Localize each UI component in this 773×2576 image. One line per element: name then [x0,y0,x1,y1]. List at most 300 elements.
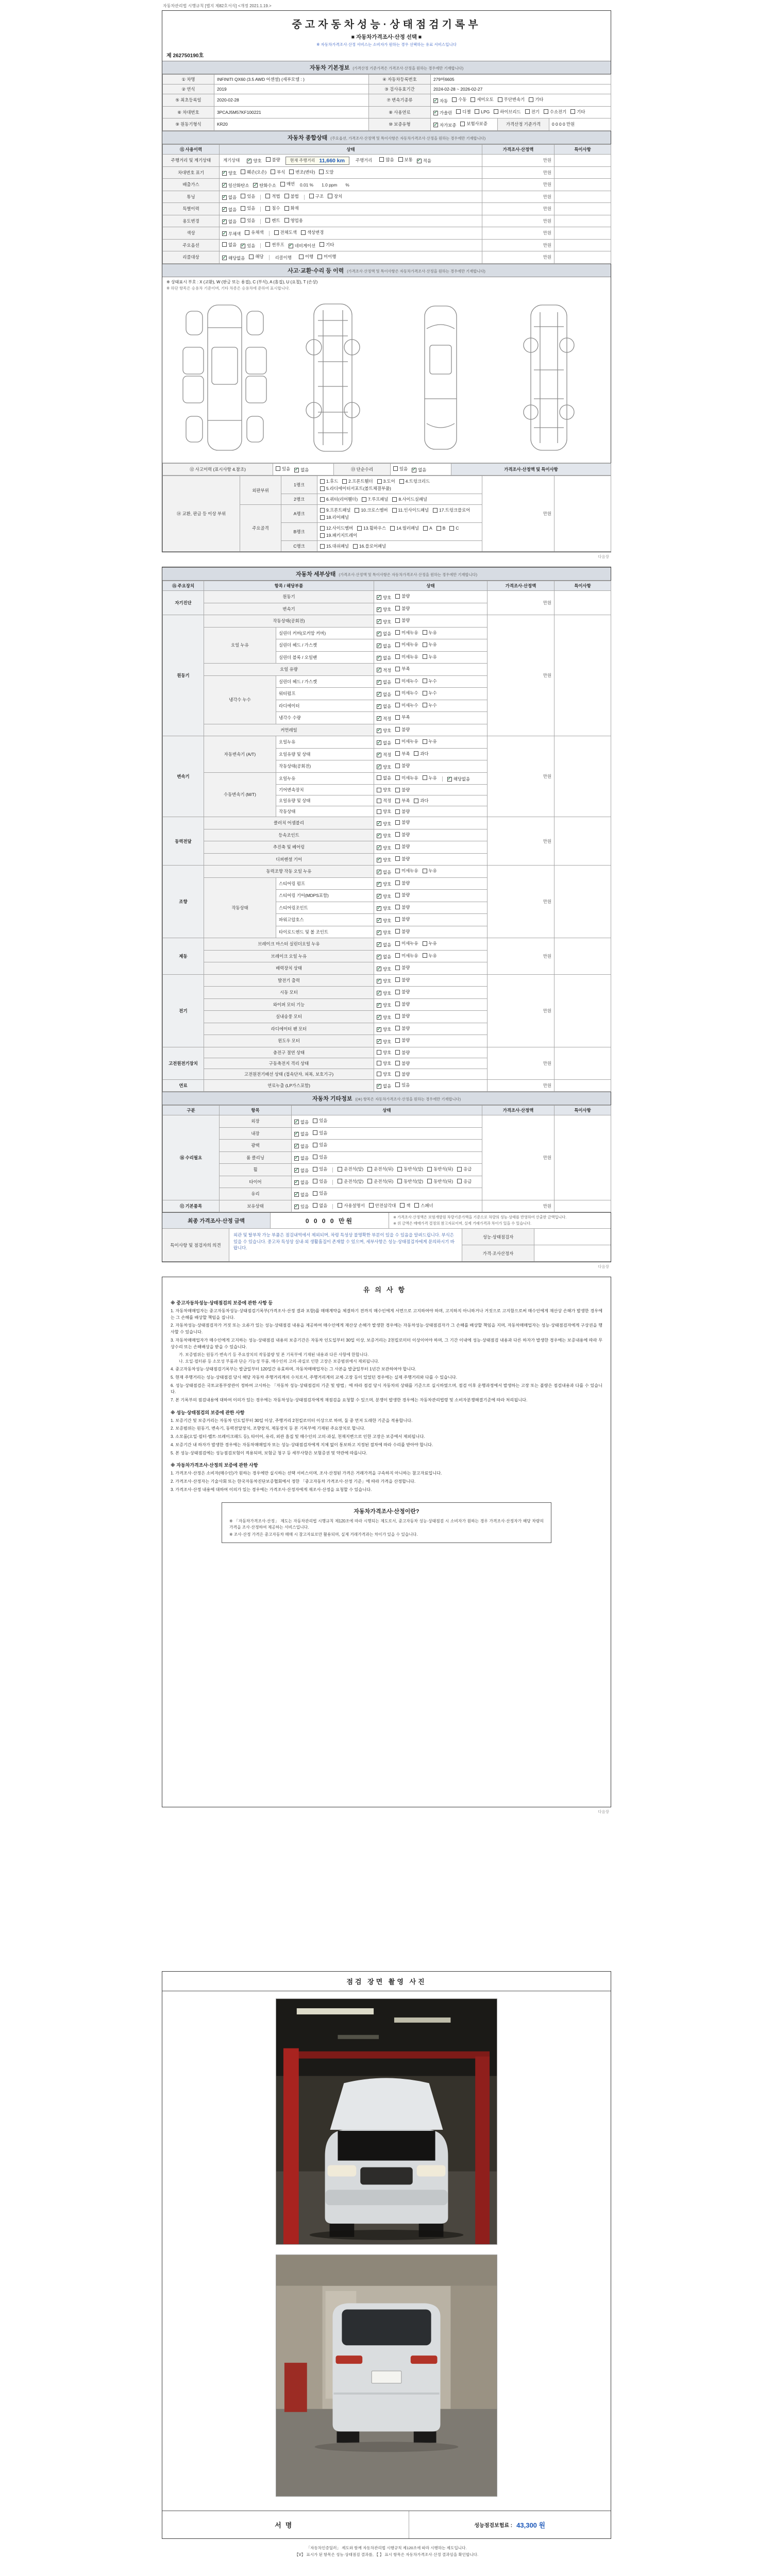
checkbox-icon [313,1167,317,1172]
checkbox-없음[interactable] [294,1155,309,1161]
checkbox-동반석(뒤)[interactable] [427,1178,453,1184]
cell [554,227,611,240]
checkbox-있음[interactable] [313,1190,327,1196]
checkbox-일산화탄소[interactable] [222,182,249,189]
cell: 실린더 헤드 / 가스켓 [276,675,374,688]
checkbox-양호[interactable] [377,881,391,887]
checkbox-응급[interactable] [457,1178,472,1184]
checkbox-양호[interactable] [377,1014,391,1021]
checkbox-이행[interactable] [299,253,313,260]
checkbox-불량[interactable] [395,819,410,825]
checkbox-11.인사이드패널[interactable] [392,507,429,513]
checkbox-운전석(앞)[interactable] [338,1178,363,1184]
checkbox-부족[interactable] [395,798,410,804]
checkbox-화재[interactable] [284,205,299,211]
checkbox-양호[interactable] [377,990,391,996]
checkbox-전기[interactable] [525,109,540,115]
checkbox-하이브리드[interactable] [494,109,520,115]
checkbox-운전석(뒤)[interactable] [367,1166,393,1172]
checkbox-미세누수[interactable] [395,678,418,684]
checkbox-양호[interactable] [377,808,391,815]
vehicle-diagram-underbody [501,298,596,457]
checkbox-4.트렁크리드[interactable] [399,478,430,484]
checkbox-양호[interactable] [377,1039,391,1045]
checkbox-8.사이드실패널[interactable] [392,496,427,502]
checkbox-icon [395,1050,400,1055]
checkbox-icon: ✓ [294,467,299,472]
checkbox-10.크로스멤버[interactable] [355,507,388,513]
checkbox-양호[interactable] [377,619,391,625]
checkbox-있음[interactable] [241,205,255,211]
checkbox-보험사보증[interactable] [460,121,487,127]
checkbox-누유[interactable] [423,641,437,648]
checkbox-label: 불량 [401,787,410,792]
checkbox-세미오토[interactable] [470,96,493,103]
checkbox-불량[interactable] [395,904,410,910]
checkbox-없음[interactable] [294,1192,309,1198]
checkbox-icon [357,526,362,531]
checkbox-없음[interactable] [377,954,391,960]
checkbox-없음[interactable] [412,467,426,473]
section-bar-overall-condition [162,131,611,144]
cell: 특이사항 [554,1106,611,1115]
checkbox-있음[interactable] [276,466,290,472]
checkbox-누유[interactable] [423,868,437,874]
checkbox-스패너[interactable] [414,1202,433,1209]
checkbox-훼손(오손)[interactable] [241,169,266,175]
mileage-value: 11,660 km [319,157,345,164]
checkbox-없음[interactable] [222,194,237,200]
checkbox-기타[interactable] [320,242,334,248]
section-bar-detail-condition [162,567,611,581]
base-price-value: 0 0 0 0 만원 [549,118,611,131]
checkbox-16.플로어패널[interactable] [353,543,386,549]
checkbox-매연[interactable] [280,181,295,187]
checkbox-있음[interactable] [241,193,255,199]
checkbox-양호[interactable] [377,764,391,770]
checkbox-2.프론트휀더[interactable] [342,478,373,484]
checkbox-썬루프[interactable] [265,242,284,248]
cell: 구동축전지 격리 상태 [204,1058,374,1069]
checkbox-수소전기[interactable] [544,109,566,115]
checkbox-label: 없음 [228,242,237,247]
checkbox-과다[interactable] [414,798,428,804]
status-cell [292,1176,482,1188]
checkbox-불량[interactable] [395,989,410,995]
checkbox-있음[interactable] [241,243,255,249]
checkbox-미이행[interactable] [317,253,336,260]
checkbox-미세누유[interactable] [395,630,418,636]
checkbox-부식[interactable] [271,169,285,175]
checkbox-양호[interactable] [377,966,391,972]
checkbox-label: 양호 [383,1014,392,1020]
checkbox-양호[interactable] [377,606,391,613]
document-number: 제 262750190호 [166,53,204,59]
color-status [220,227,482,240]
checkbox-불량[interactable] [395,1037,410,1043]
inspector-signature-area[interactable] [534,1229,611,1245]
checkbox-icon [395,751,400,756]
checkbox-불량[interactable] [395,617,410,623]
checkbox-양호[interactable] [377,1060,391,1066]
checkbox-양호[interactable] [377,978,391,984]
status-cell [374,1011,488,1023]
checkbox-양호[interactable] [377,905,391,911]
checkbox-12.사이드멤버[interactable] [320,525,353,531]
checkbox-양호[interactable] [377,893,391,900]
checkbox-적정[interactable] [377,716,391,722]
checkbox-icon [457,1167,462,1172]
checkbox-17.트렁크플로어[interactable] [433,507,470,513]
checkbox-없음[interactable] [377,775,391,781]
checkbox-label: 불량 [401,605,410,611]
checkbox-불량[interactable] [395,1071,410,1077]
checkbox-없음[interactable] [294,1167,309,1174]
checkbox-icon [377,809,381,814]
checkbox-label: 있음 [319,1191,328,1196]
checkbox-5.라디에이터서포트(볼트체결부품)[interactable] [320,485,391,492]
checkbox-운전석(뒤)[interactable] [367,1178,393,1184]
cell: 만원 [488,736,554,817]
checkbox-없음[interactable] [294,1131,309,1137]
checkbox-불법[interactable] [284,193,299,199]
checkbox-label: 양호 [383,728,392,733]
checkbox-해당[interactable] [249,253,263,260]
checkbox-label: 부식 [277,169,285,175]
checkbox-14.필러패널[interactable] [390,525,419,531]
checkbox-있음[interactable] [313,1130,327,1136]
checkbox-없음[interactable] [377,655,391,661]
checkbox-해당없음[interactable] [447,776,470,782]
checkbox-미세누유[interactable] [395,953,418,959]
checkbox-안전삼각대[interactable] [369,1202,396,1209]
cell: 가격조사·산정액 [482,1106,554,1115]
checkbox-9.프론트패널[interactable] [320,507,350,513]
cell [554,974,611,1047]
checkbox-불량[interactable] [395,1049,410,1056]
checkbox-보통[interactable] [398,157,413,163]
checkbox-누유[interactable] [423,630,437,636]
checkbox-미세누수[interactable] [395,690,418,696]
cell [554,615,611,736]
checkbox-운전석(앞)[interactable] [338,1166,363,1172]
checkbox-없음[interactable] [377,691,391,698]
cell: C랭크 [281,541,317,552]
checkbox-icon [377,1072,381,1076]
table-row [163,227,611,240]
checkbox-icon: ✓ [377,642,381,649]
checkbox-부족[interactable] [395,714,410,720]
checkbox-불량[interactable] [395,928,410,935]
checkbox-icon: ✓ [377,978,381,984]
checkbox-15.대쉬패널[interactable] [320,543,349,549]
checkbox-응급[interactable] [457,1166,472,1172]
checkbox-탄화수소[interactable] [253,182,276,189]
checkbox-icon [525,109,530,114]
checkbox-13.휠하우스[interactable] [357,525,386,531]
checkbox-없음[interactable] [377,1083,391,1089]
notes-section-heading: ※ 성능·상태점검의 보증에 관한 사항 [171,1410,245,1415]
checkbox-양호[interactable] [377,595,391,601]
checkbox-1.후드[interactable] [320,478,338,484]
checkbox-있음[interactable] [393,466,408,472]
checkbox-불량[interactable] [395,605,410,612]
checkbox-양호[interactable] [377,787,391,793]
checkbox-label: B [442,526,446,531]
checkbox-불량[interactable] [395,726,410,733]
divider [269,231,270,236]
checkbox-가솔린[interactable] [433,110,452,116]
checkbox-네비게이션[interactable] [289,243,315,249]
checkbox-누유[interactable] [423,654,437,660]
checkbox-자가보증[interactable] [433,122,456,128]
notes-item: 4. 중고자동차성능·상태점검기록부는 발급일부터 120일간 유효하며, 자동차매매업자는 그 사본을 발급일부터 1년간 보관하여야 합니다. [171,1367,416,1372]
checkbox-icon [423,691,427,696]
checkbox-icon [456,109,461,114]
checkbox-불량[interactable] [395,1001,410,1007]
checkbox-없음[interactable] [222,242,237,248]
checkbox-양호[interactable] [377,1071,391,1077]
checkbox-렌트[interactable] [265,217,280,224]
checkbox-LPG[interactable] [475,109,490,114]
checkbox-icon: ✓ [294,1143,299,1149]
appraiser-signature-area[interactable] [534,1245,611,1261]
checkbox-label: 가솔린 [440,110,452,115]
checkbox-label: 적음 [423,158,431,163]
checkbox-icon [395,844,400,849]
notes-subitem: 가. 보증범위는 원동기·변속기 등 주요장치의 작동불량 및 본 기록부에 기재된 내용과 다른 사항에 한합니다. [179,1352,369,1358]
checkbox-없음[interactable] [294,1179,309,1185]
checkbox-불량[interactable] [395,856,410,862]
checkbox-icon [320,515,325,520]
checkbox-label: 누수 [428,702,437,708]
checkbox-label: 1.후드 [326,479,339,484]
checkbox-label: 매연 [286,181,295,187]
checkbox-label: 부족 [401,798,410,803]
checkbox-수동[interactable] [452,96,466,103]
checkbox-label: 수소전기 [549,109,567,114]
checkbox-많음[interactable] [379,157,394,163]
checkbox-누수[interactable] [423,702,437,708]
checkbox-자동[interactable] [433,98,448,104]
checkbox-없음[interactable] [377,643,391,649]
checkbox-없음[interactable] [377,869,391,875]
checkbox-있음[interactable] [313,1117,327,1124]
checkbox-동반석(앞)[interactable] [397,1166,423,1172]
checkbox-불량[interactable] [395,1060,410,1066]
checkbox-양호[interactable] [377,727,391,734]
checkbox-없음[interactable] [294,1143,309,1149]
checkbox-불량[interactable] [395,808,410,815]
checkbox-A[interactable] [423,526,432,531]
checkbox-없음[interactable] [377,703,391,709]
checkbox-무채색[interactable] [222,231,241,237]
checkbox-구조[interactable] [309,193,324,199]
checkbox-없음[interactable] [313,1202,327,1209]
cell: 발전기 출력 [204,974,374,987]
checkbox-icon [284,206,289,211]
checkbox-무단변속기[interactable] [498,96,525,103]
checkbox-B[interactable] [436,526,446,531]
checkbox-label: 있음 [319,1130,328,1136]
checkbox-label: 미세누유 [401,953,418,958]
checkbox-icon [423,869,427,873]
checkbox-누수[interactable] [423,690,437,696]
table-row [163,179,611,191]
checkbox-icon [395,1038,400,1043]
checkbox-있음[interactable] [294,1204,309,1210]
checkbox-영업용[interactable] [284,217,303,224]
cell: 만원 [488,615,554,736]
checkbox-없음[interactable] [294,467,309,473]
checkbox-미세누유[interactable] [395,738,418,744]
checkbox-불량[interactable] [395,762,410,769]
checkbox-누유[interactable] [423,738,437,744]
checkbox-양호[interactable] [377,857,391,863]
checkbox-불량[interactable] [395,892,410,898]
checkbox-불량[interactable] [395,832,410,838]
checkbox-불량[interactable] [395,977,410,983]
checkbox-없음[interactable] [294,1119,309,1125]
checkbox-없음[interactable] [377,679,391,685]
checkbox-없음[interactable] [377,942,391,948]
checkbox-누유[interactable] [423,953,437,959]
signature-label[interactable]: 서명 [162,2511,409,2538]
checkbox-유채색[interactable] [245,229,263,235]
checkbox-불량[interactable] [395,843,410,850]
checkbox-불량[interactable] [395,964,410,971]
checkbox-과다[interactable] [414,751,428,757]
checkbox-없음[interactable] [222,218,237,225]
cell [554,1115,611,1200]
checkbox-icon [265,242,270,247]
checkbox-동반석(뒤)[interactable] [427,1166,453,1172]
checkbox-양호[interactable] [377,845,391,851]
checkbox-색상변경[interactable] [301,229,324,235]
checkbox-양호[interactable] [377,1049,391,1056]
checkbox-label: 누유 [428,630,437,635]
cell: 주행거리 및 계기상태 [163,154,220,166]
checkbox-label: 네비게이션 [294,243,316,248]
checkbox-변조(변타)[interactable] [289,169,315,175]
notes-item: 2. 가격조사·산정자는 기술사회 또는 한국자동차진단보증협회에서 정한 「중고자동차 가격조사·산정 기준」에 따라 가격을 산정합니다. [171,1479,416,1484]
checkbox-C[interactable] [449,526,459,531]
checkbox-없음[interactable] [222,207,237,213]
checkbox-불량[interactable] [395,593,410,599]
checkbox-icon [433,508,438,513]
checkbox-있음[interactable] [313,1178,327,1184]
checkbox-불량[interactable] [266,157,280,163]
checkbox-사용설명서[interactable] [338,1202,364,1209]
notes-body [171,1299,602,1493]
price-appraisal-select-title: ■ 자동차가격조사·산정 선택 ■ [351,34,422,40]
checkbox-적법[interactable] [265,193,280,199]
checkbox-label: 미세누유 [401,941,418,946]
checkbox-있음[interactable] [313,1154,327,1160]
checkbox-있음[interactable] [241,217,255,224]
cell: 동력전달 [163,817,204,866]
checkbox-있음[interactable] [313,1166,327,1172]
checkbox-양호[interactable] [222,170,237,176]
cell: 가격산정 기준가격 [498,118,549,131]
checkbox-적정[interactable] [377,667,391,673]
checkbox-양호[interactable] [377,918,391,924]
checkbox-기타[interactable] [529,96,543,103]
checkbox-미세누유[interactable] [395,868,418,874]
checkbox-장치[interactable] [328,193,342,199]
notes-item: 3. 가격조사·산정 내용에 대하여 이의가 있는 경우에는 가격조사·산정자에게 재조사·산정을 요청할 수 있습니다. [171,1487,372,1492]
checkbox-불량[interactable] [395,880,410,886]
checkbox-3.도어[interactable] [377,478,395,484]
checkbox-미세누유[interactable] [395,775,418,781]
table-row [163,106,611,118]
checkbox-양호[interactable] [377,821,391,827]
checkbox-적정[interactable] [377,798,391,804]
inspection-period-value: 2024-02-28 ~ 2026-02-27 [431,84,611,94]
checkbox-양호[interactable] [377,833,391,839]
checkbox-7.루프패널[interactable] [362,496,388,502]
checkbox-양호[interactable] [377,1026,391,1032]
section-title: 자동차 기타정보 [312,1096,352,1102]
checkbox-icon [320,497,325,502]
checkbox-양호[interactable] [247,158,261,164]
checkbox-누유[interactable] [423,940,437,946]
checkbox-있음[interactable] [395,1082,410,1088]
checkbox-적음[interactable] [417,158,431,164]
checkbox-6.쿼터(리어휀더)[interactable] [320,496,358,502]
checkbox-icon: ✓ [447,776,452,782]
cell [554,154,611,166]
checkbox-부족[interactable] [395,666,410,672]
checkbox-18.리어패널[interactable] [320,514,349,520]
checkbox-불량[interactable] [395,1025,410,1031]
cell: 커먼레일 [204,724,374,736]
checkbox-양호[interactable] [377,1002,391,1008]
checkbox-label: 렌트 [272,217,280,223]
checkbox-침수[interactable] [265,205,280,211]
checkbox-미세누유[interactable] [395,940,418,946]
checkbox-미세누유[interactable] [395,654,418,660]
checkbox-미세누유[interactable] [395,641,418,648]
checkbox-전체도색[interactable] [274,229,297,235]
checkbox-해당없음[interactable] [222,255,245,261]
checkbox-불량[interactable] [395,1013,410,1019]
table-row [163,251,611,264]
checkbox-icon: ✓ [417,158,422,163]
checkbox-label: 자가보증 [440,122,457,128]
checkbox-icon [395,820,400,825]
checkbox-없음[interactable] [377,631,391,637]
checkbox-도말[interactable] [319,169,333,175]
checkbox-잭[interactable] [400,1202,410,1209]
checkbox-적정[interactable] [377,752,391,758]
checkbox-양호[interactable] [377,929,391,936]
checkbox-불량[interactable] [395,787,410,793]
cell [554,179,611,191]
checkbox-19.패키지트레이[interactable] [320,532,357,538]
checkbox-기타[interactable] [570,109,585,115]
checkbox-누수[interactable] [423,678,437,684]
checkbox-동반석(앞)[interactable] [397,1178,423,1184]
checkbox-부족[interactable] [395,751,410,757]
checkbox-불량[interactable] [395,916,410,922]
checkbox-있음[interactable] [313,1142,327,1148]
checkbox-디젤[interactable] [456,109,470,115]
status-cell [374,724,488,736]
checkbox-미세누수[interactable] [395,702,418,708]
checkbox-누유[interactable] [423,775,437,781]
checkbox-없음[interactable] [377,740,391,746]
